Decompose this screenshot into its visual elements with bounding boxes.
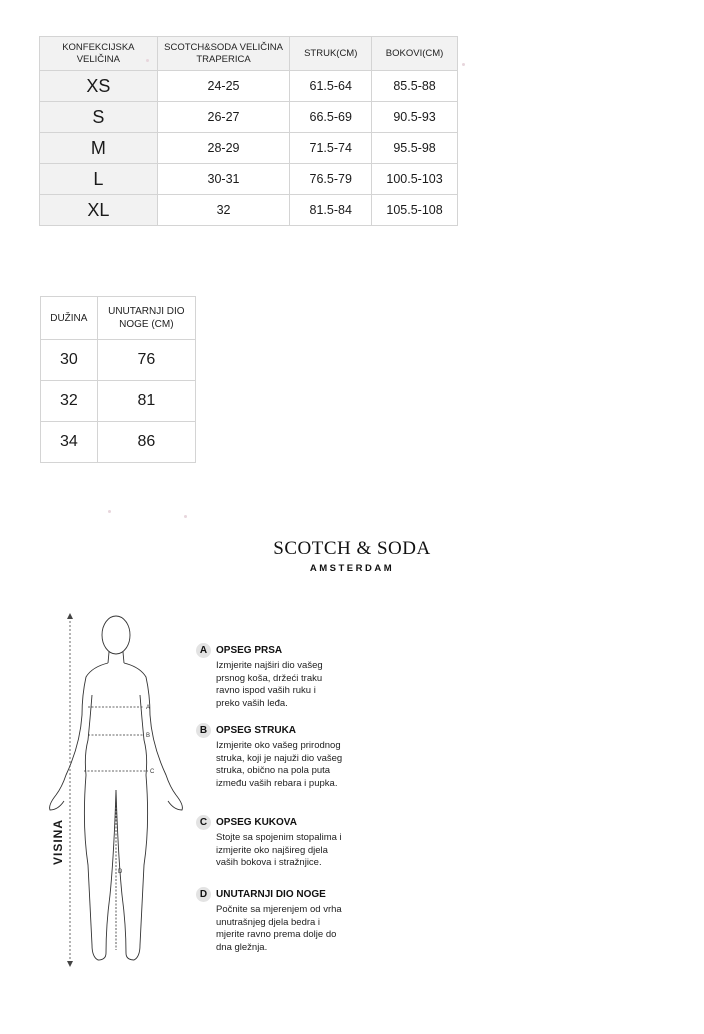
measure-hips <box>196 815 366 870</box>
measure-chest <box>196 643 366 710</box>
table-cell: 66.5-69 <box>290 102 372 133</box>
logo-city: AMSTERDAM <box>309 563 395 574</box>
marker-c: C <box>150 769 155 775</box>
table-cell: 32 <box>41 381 98 422</box>
header-waist: STRUK(CM) <box>290 37 372 71</box>
table-cell: 86 <box>97 422 195 463</box>
table-cell: 90.5-93 <box>372 102 458 133</box>
marker-d: D <box>118 869 123 875</box>
table-cell: 81 <box>97 381 195 422</box>
size-table <box>39 36 458 226</box>
size-label: L <box>40 164 158 195</box>
decorative-dot <box>184 515 187 518</box>
table-cell: 100.5-103 <box>372 164 458 195</box>
measure-description: Izmjerite najširi dio vašeg prsnog koša, držeći traku ravno ispod vaših ruku i preko vaših leđa. <box>216 660 323 709</box>
table-cell: 71.5-74 <box>290 133 372 164</box>
table-row <box>40 102 458 133</box>
measure-description: Počnite sa mjerenjem od vrha unutrašnjeg djela bedra i mjerite ravno prema dolje do dna gležnja. <box>216 904 342 953</box>
table-cell: 85.5-88 <box>372 71 458 102</box>
table-cell: 32 <box>157 195 290 226</box>
badge-d: D <box>196 887 211 902</box>
table-cell: 76 <box>97 340 195 381</box>
table-cell: 61.5-64 <box>290 71 372 102</box>
measure-title: OPSEG STRUKA <box>216 725 297 736</box>
badge-b: B <box>196 723 211 738</box>
length-table <box>40 296 196 463</box>
measure-title: UNUTARNJI DIO NOGE <box>216 889 326 900</box>
table-cell: 28-29 <box>157 133 290 164</box>
table-row <box>41 381 196 422</box>
size-label: XS <box>40 71 158 102</box>
badge-a: A <box>196 643 211 658</box>
table-row <box>41 422 196 463</box>
measure-title: OPSEG PRSA <box>216 645 283 656</box>
badge-c: C <box>196 815 211 830</box>
measure-description: Izmjerite oko vašeg prirodnog struka, koji je najuži dio vašeg struka, obično na pola puta između vaših rebara i pupka. <box>216 740 343 789</box>
header-length: DUŽINA <box>41 297 98 340</box>
table-cell: 34 <box>41 422 98 463</box>
table-cell: 76.5-79 <box>290 164 372 195</box>
height-label-text: VISINA <box>51 818 66 866</box>
table-cell: 30-31 <box>157 164 290 195</box>
table-cell: 26-27 <box>157 102 290 133</box>
decorative-dot <box>108 510 111 513</box>
table-row <box>40 71 458 102</box>
header-jeans-size: SCOTCH&SODA VELIČINA TRAPERICA <box>157 37 290 71</box>
table-row <box>41 340 196 381</box>
size-label: S <box>40 102 158 133</box>
measure-description: Stojte sa spojenim stopalima i izmjerite oko najšireg djela vaših bokova i stražnjice. <box>216 832 342 868</box>
table-row <box>40 164 458 195</box>
table-row <box>40 133 458 164</box>
table-cell: 24-25 <box>157 71 290 102</box>
table-cell: 95.5-98 <box>372 133 458 164</box>
table-cell: 30 <box>41 340 98 381</box>
size-label: M <box>40 133 158 164</box>
table-cell: 81.5-84 <box>290 195 372 226</box>
table-cell: 105.5-108 <box>372 195 458 226</box>
body-measurement-figure <box>36 605 206 970</box>
size-label: XL <box>40 195 158 226</box>
height-label <box>51 815 85 875</box>
header-inseam: UNUTARNJI DIO NOGE (CM) <box>97 297 195 340</box>
header-apparel-size: KONFEKCIJSKA VELIČINA <box>40 37 158 71</box>
header-hips: BOKOVI(CM) <box>372 37 458 71</box>
marker-b: B <box>146 733 151 739</box>
decorative-dot <box>462 63 465 66</box>
measure-title: OPSEG KUKOVA <box>216 817 297 828</box>
measure-inseam <box>196 887 366 954</box>
decorative-dot <box>146 59 149 62</box>
brand-logo <box>248 538 456 574</box>
marker-a: A <box>146 705 151 711</box>
table-row <box>40 195 458 226</box>
logo-wordmark: SCOTCH & SODA <box>273 538 431 559</box>
measure-waist <box>196 723 366 790</box>
length-table-header-row <box>41 297 196 340</box>
size-table-header-row <box>40 37 458 71</box>
